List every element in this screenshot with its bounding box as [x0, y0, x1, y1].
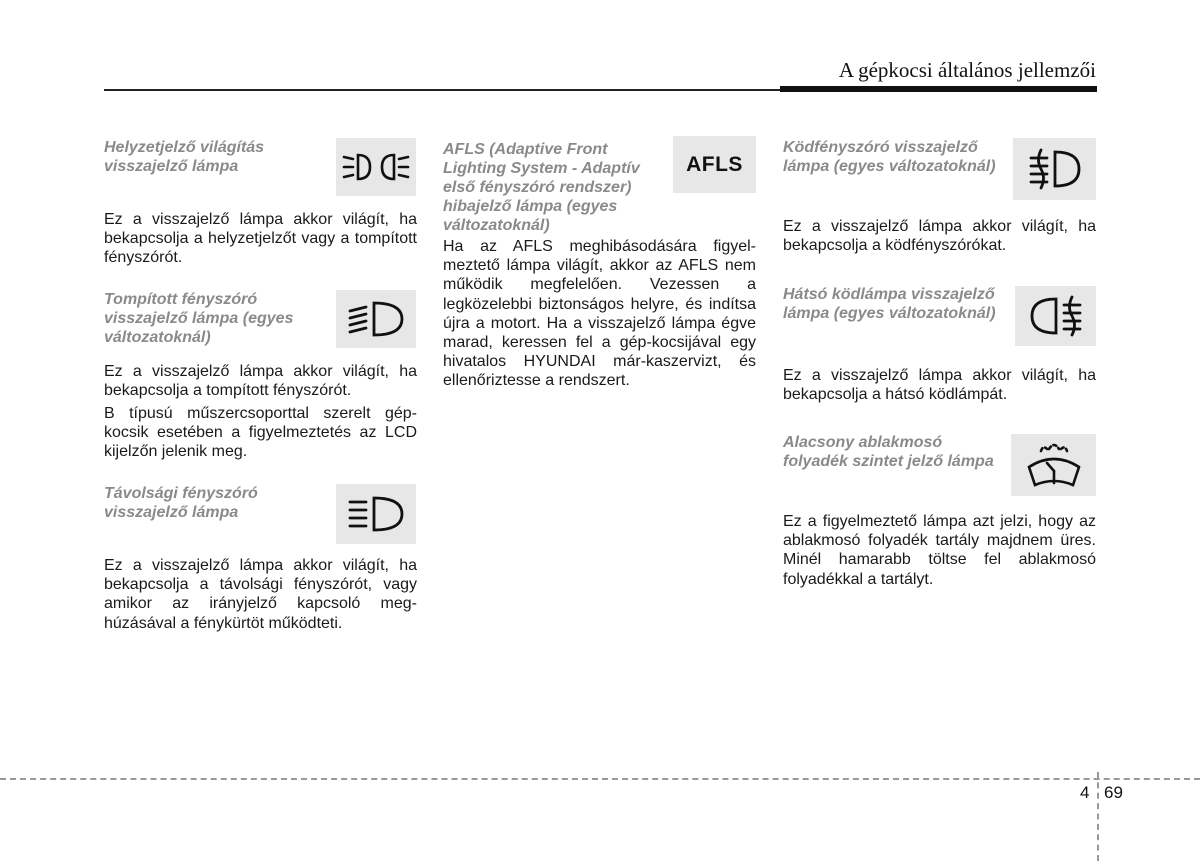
footer-divider	[1097, 772, 1099, 861]
section-heading-rear-fog: Hátsó ködlámpa visszajelző lámpa (egyes változatoknál)	[783, 286, 996, 322]
section-heading-washer-fluid: Alacsony ablakmosó folyadék szintet jelző lámpa	[783, 434, 994, 470]
chapter-number: 4	[1080, 783, 1090, 802]
footer-rule	[0, 778, 1200, 780]
position-lamp-icon	[336, 138, 416, 196]
front-fog-icon	[1013, 138, 1096, 200]
section-heading-front-fog: Ködfényszóró visszajelző lámpa (egyes változatoknál)	[783, 139, 996, 175]
section-body-washer-fluid: Ez a figyelmeztető lámpa azt jelzi, hogy az ablakmosó folyadék tartály majdnem üres. Minél hamarabb töltse fel ablakmosó folyadékkal a tartályt.	[783, 513, 1096, 588]
section-body-low-beam-note: B típusú műszercsoporttal szerelt gép-kocsik esetében a figyelmeztetés az LCD kijelzőn jelenik meg.	[104, 405, 417, 461]
section-heading-position-lamp: Helyzetjelző világítás visszajelző lámpa	[104, 139, 265, 175]
afls-icon-label: AFLS	[686, 152, 743, 176]
section-body-low-beam: Ez a visszajelző lámpa akkor világít, ha bekapcsolja a tompított fényszórót.	[104, 363, 417, 400]
page-header-title: A gépkocsi általános jellemzői	[838, 58, 1096, 82]
section-heading-high-beam: Távolsági fényszóró visszajelző lámpa	[104, 485, 258, 521]
page-number: 69	[1104, 783, 1123, 802]
afls-icon	[673, 136, 756, 193]
section-heading-low-beam: Tompított fényszóró visszajelző lámpa (egyes változatoknál)	[104, 291, 294, 346]
section-body-afls: Ha az AFLS meghibásodására figyel-meztető lámpa világít, akkor az AFLS nem működik megfelelően. Vezessen a legközelebbi biztonságos helyre, és indítsa újra a motort. Ha a visszajelző lámpa égve marad, keressen fel a gép-kocsijával egy hivatalos HYUNDAI már-kaszervizt, és ellenőriztesse a rendszert.	[443, 238, 756, 390]
high-beam-icon	[336, 484, 416, 544]
rear-fog-icon	[1015, 286, 1096, 346]
low-beam-icon	[336, 290, 416, 348]
header-rule-accent	[780, 86, 1097, 92]
section-body-high-beam: Ez a visszajelző lámpa akkor világít, ha bekapcsolja a távolsági fényszórót, vagy amikor az irányjelző kapcsoló meg-húzásával a fénykürtöt működteti.	[104, 557, 417, 632]
section-body-front-fog: Ez a visszajelző lámpa akkor világít, ha bekapcsolja a ködfényszórókat.	[783, 218, 1096, 255]
section-heading-afls: AFLS (Adaptive Front Lighting System - Adaptív első fényszóró rendszer) hibajelző lámpa (egyes változatoknál)	[443, 141, 640, 234]
section-body-position-lamp: Ez a visszajelző lámpa akkor világít, ha bekapcsolja a helyzetjelzőt vagy a tompított fényszórót.	[104, 211, 417, 267]
washer-fluid-icon	[1011, 434, 1096, 496]
section-body-rear-fog: Ez a visszajelző lámpa akkor világít, ha bekapcsolja a hátsó ködlámpát.	[783, 367, 1096, 404]
